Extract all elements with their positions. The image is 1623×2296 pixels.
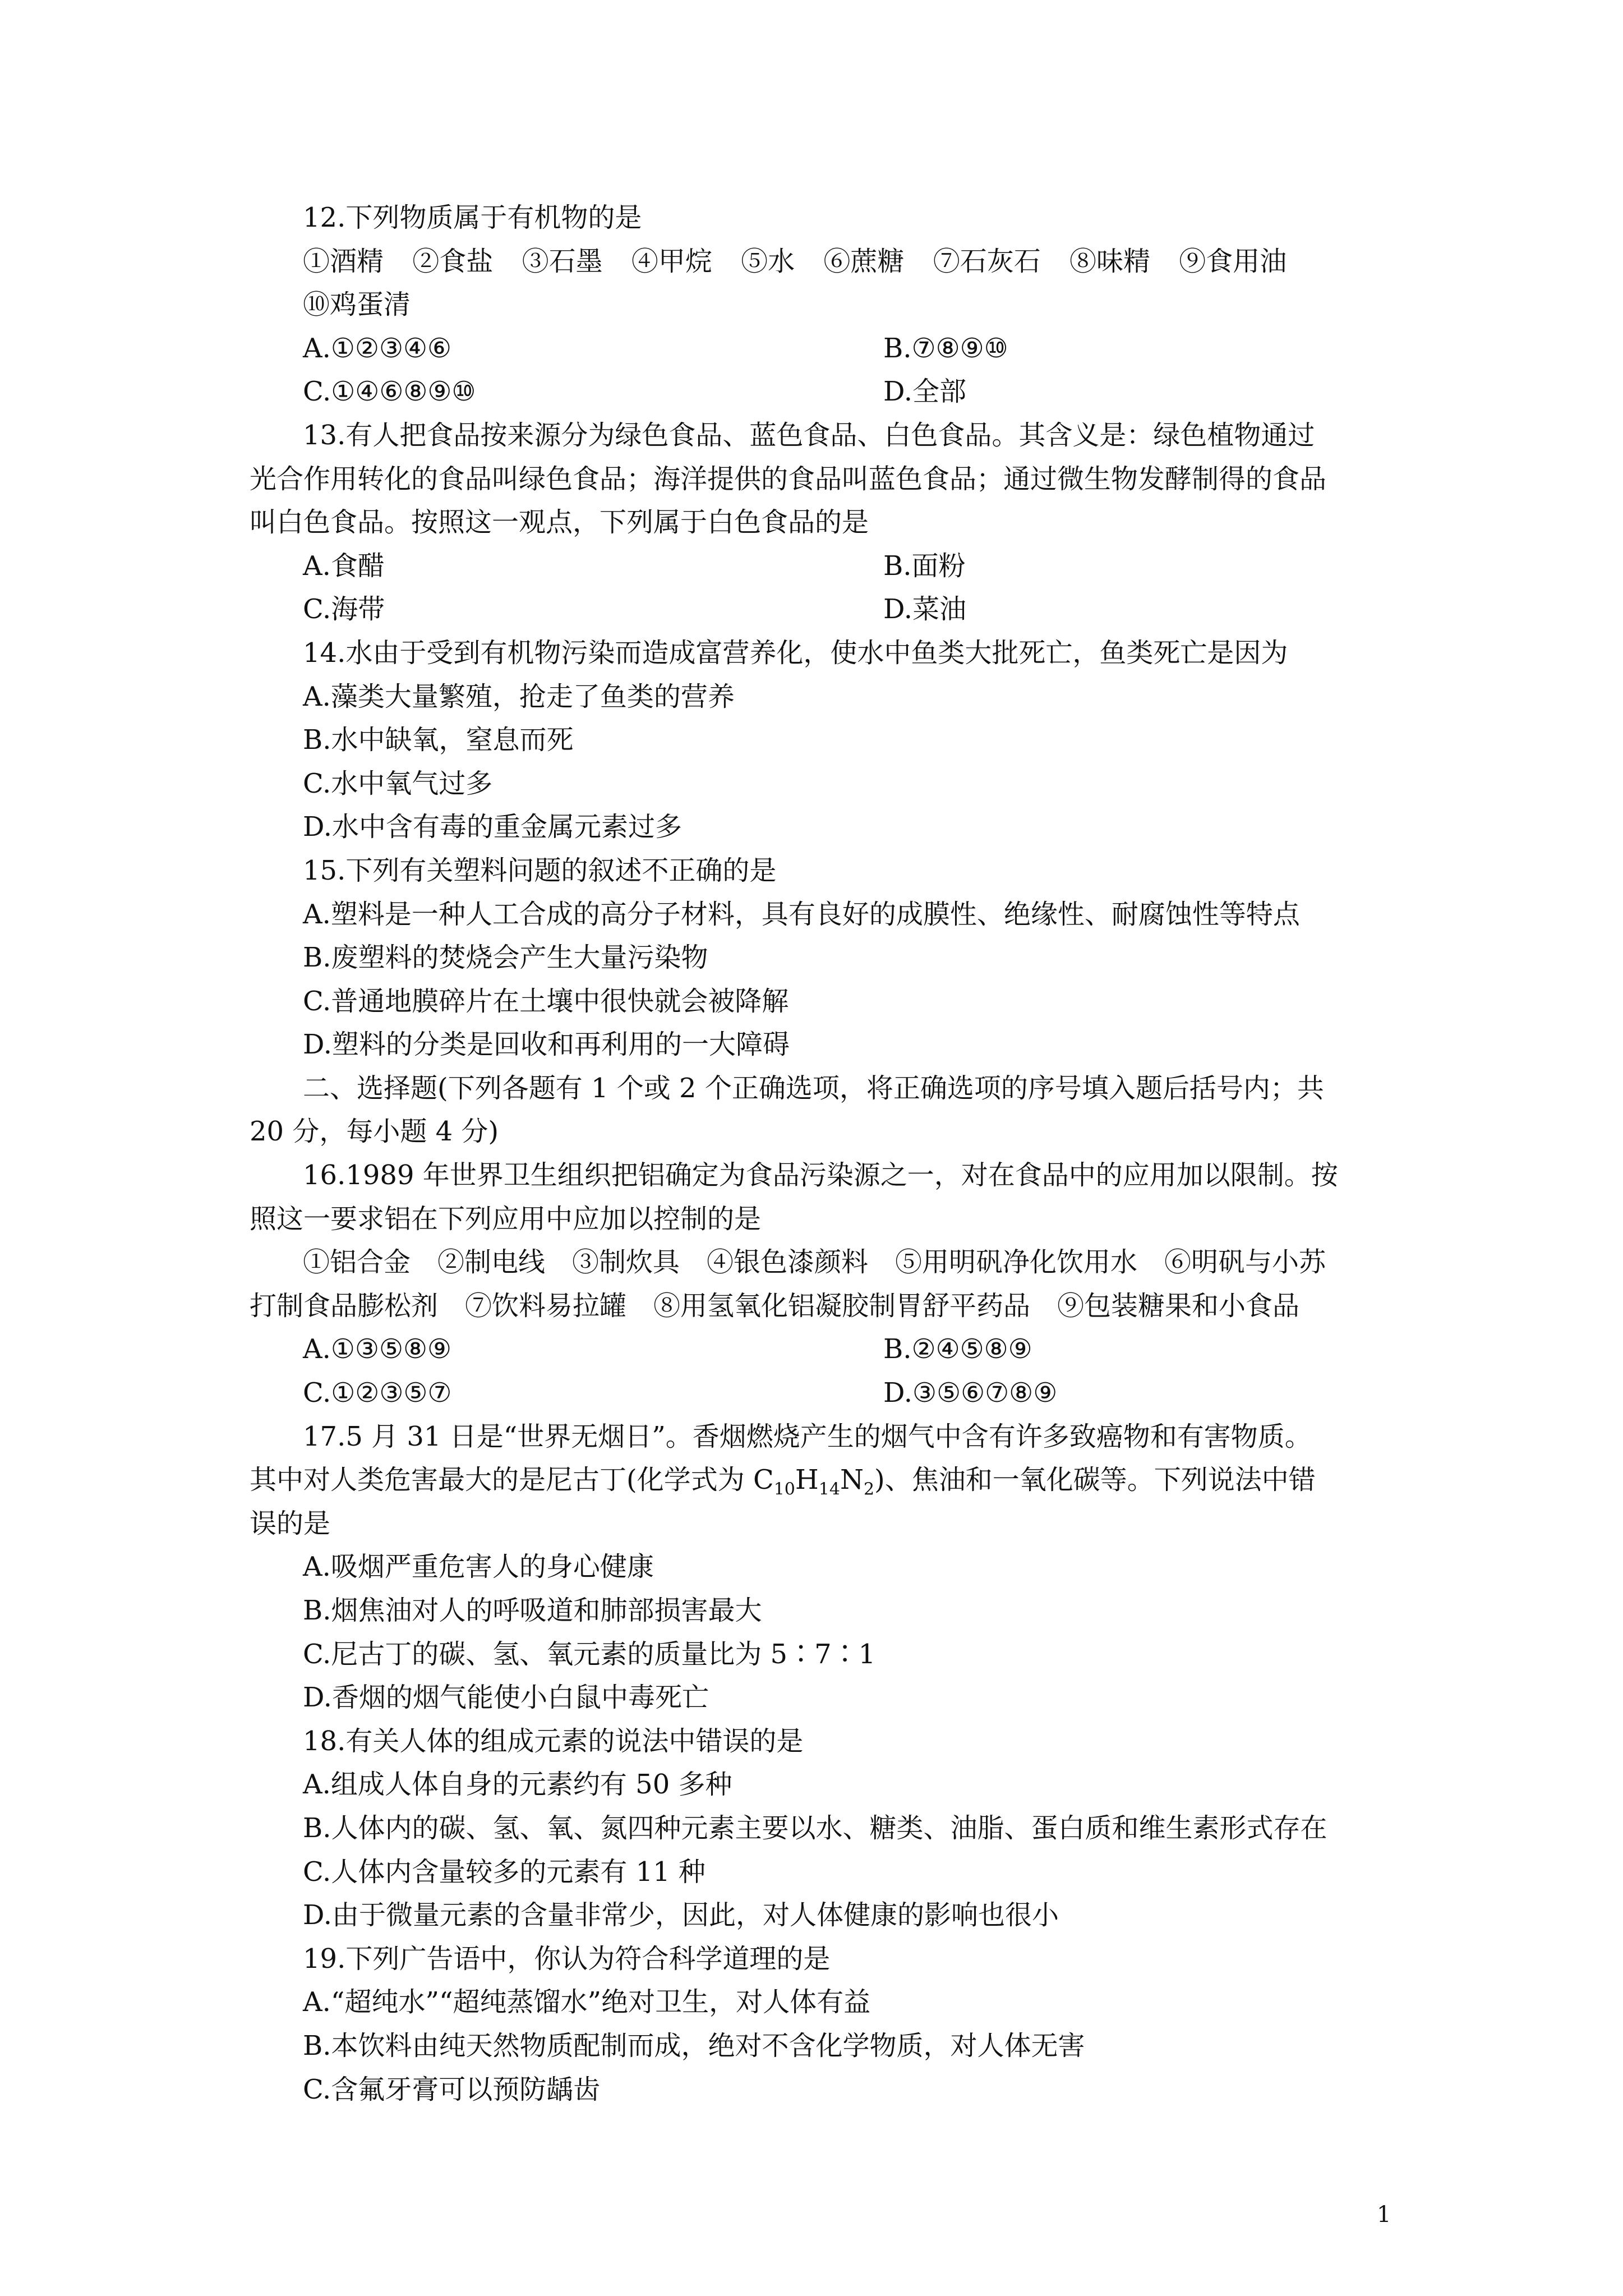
q17-option-a: A.吸烟严重危害人的身心健康	[303, 1551, 654, 1583]
q13-option-c: C.海带	[303, 593, 385, 625]
q16-stem-line2: 照这一要求铝在下列应用中应加以控制的是	[250, 1203, 762, 1235]
q16-options-cd	[250, 1372, 1394, 1415]
q17-option-c: C.尼古丁的碳、氢、氧元素的质量比为 5∶7∶1	[303, 1638, 876, 1670]
page-number: 1	[1377, 2202, 1391, 2228]
q16-option-a: A.①③⑤⑧⑨	[303, 1333, 452, 1365]
q18-stem: 18.有关人体的组成元素的说法中错误的是	[303, 1725, 804, 1757]
q13-option-a: A.食醋	[303, 550, 385, 582]
q14-option-c: C.水中氧气过多	[303, 767, 493, 799]
q18-option-d: D.由于微量元素的含量非常少，因此，对人体健康的影响也很小	[303, 1899, 1059, 1931]
q16-options-ab	[250, 1328, 1394, 1372]
q12-item: ①酒精	[303, 245, 384, 277]
q12-item: ④甲烷	[631, 245, 712, 277]
q13-options-ab	[250, 545, 1394, 588]
q12-option-d: D.全部	[883, 376, 967, 408]
q17-stem-text: )、焦油和一氧化碳等。下列说法中错	[874, 1464, 1316, 1496]
q14-stem: 14.水由于受到有机物污染而造成富营养化，使水中鱼类大批死亡，鱼类死亡是因为	[303, 637, 1288, 669]
q19-option-c: C.含氟牙膏可以预防龋齿	[303, 2073, 601, 2105]
q16-option-d: D.③⑤⑥⑦⑧⑨	[883, 1377, 1058, 1409]
q13-stem-line3: 叫白色食品。按照这一观点，下列属于白色食品的是	[250, 507, 869, 539]
q13-stem-line1: 13.有人把食品按来源分为绿色食品、蓝色食品、白色食品。其含义是：绿色植物通过	[303, 419, 1315, 451]
q15-option-b: B.废塑料的焚烧会产生大量污染物	[303, 942, 708, 974]
q12-items-line1	[250, 240, 1394, 284]
q17-stem-text: 其中对人类危害最大的是尼古丁(化学式为 C	[250, 1464, 774, 1496]
q12-item: ⑨食用油	[1179, 245, 1287, 277]
q17-stem-line2	[250, 1458, 1394, 1502]
q19-option-b: B.本饮料由纯天然物质配制而成，绝对不含化学物质，对人体无害	[303, 2030, 1085, 2062]
q12-item: ⑦石灰石	[933, 245, 1041, 277]
section2-heading-line2: 20 分，每小题 4 分)	[250, 1116, 499, 1148]
q12-options-cd	[250, 370, 1394, 414]
q14-option-d: D.水中含有毒的重金属元素过多	[303, 811, 683, 843]
q18-option-a: A.组成人体自身的元素约有 50 多种	[303, 1769, 732, 1801]
q12-item: ⑧味精	[1069, 245, 1150, 277]
q12-option-a: A.①②③④⑥	[303, 332, 452, 364]
formula-element: N	[840, 1464, 864, 1496]
q17-stem-line3: 误的是	[250, 1507, 331, 1539]
q19-option-a: A.“超纯水”“超纯蒸馏水”绝对卫生，对人体有益	[303, 1986, 871, 2018]
q12-stem: 12.下列物质属于有机物的是	[303, 202, 642, 233]
formula-subscript: 2	[863, 1479, 875, 1499]
q15-option-a: A.塑料是一种人工合成的高分子材料，具有良好的成膜性、绝缘性、耐腐蚀性等特点	[303, 898, 1300, 930]
q12-item: ③石墨	[522, 245, 603, 277]
q16-items-line2: 打制食品膨松剂 ⑦饮料易拉罐 ⑧用氢氧化铝凝胶制胃舒平药品 ⑨包装糖果和小食品	[250, 1290, 1300, 1322]
q17-option-b: B.烟焦油对人的呼吸道和肺部损害最大	[303, 1595, 762, 1626]
q13-option-b: B.面粉	[883, 550, 966, 582]
q18-option-c: C.人体内含量较多的元素有 11 种	[303, 1856, 706, 1888]
q14-option-a: A.藻类大量繁殖，抢走了鱼类的营养	[303, 680, 735, 712]
page-content	[250, 196, 1394, 2111]
q12-item: ⑥蔗糖	[823, 245, 905, 277]
q16-option-b: B.②④⑤⑧⑨	[883, 1333, 1032, 1365]
q19-stem: 19.下列广告语中，你认为符合科学道理的是	[303, 1943, 831, 1975]
q12-item: ②食盐	[412, 245, 494, 277]
q12-option-c: C.①④⑥⑧⑨⑩	[303, 376, 476, 408]
formula-element: H	[795, 1464, 819, 1496]
q13-stem-line2: 光合作用转化的食品叫绿色食品；海洋提供的食品叫蓝色食品；通过微生物发酵制得的食品	[250, 463, 1327, 495]
q12-options-ab	[250, 327, 1394, 371]
q16-option-c: C.①②③⑤⑦	[303, 1377, 452, 1409]
q12-items-line2: ⑩鸡蛋清	[303, 289, 411, 321]
q16-items-line1: ①铝合金 ②制电线 ③制炊具 ④银色漆颜料 ⑤用明矾净化饮用水 ⑥明矾与小苏	[303, 1246, 1326, 1278]
q15-option-c: C.普通地膜碎片在土壤中很快就会被降解	[303, 985, 789, 1017]
section2-heading-line1: 二、选择题(下列各题有 1 个或 2 个正确选项，将正确选项的序号填入题后括号内；共	[303, 1072, 1324, 1104]
q12-option-b: B.⑦⑧⑨⑩	[883, 332, 1008, 364]
q13-option-d: D.菜油	[883, 593, 967, 625]
q12-item: ⑤水	[741, 245, 795, 277]
q16-stem-line1: 16.1989 年世界卫生组织把铝确定为食品污染源之一，对在食品中的应用加以限制。按	[303, 1159, 1338, 1191]
formula-subscript: 10	[773, 1479, 795, 1499]
q17-stem-line1: 17.5 月 31 日是“世界无烟日”。香烟燃烧产生的烟气中含有许多致癌物和有害物质。	[303, 1420, 1312, 1452]
q15-stem: 15.下列有关塑料问题的叙述不正确的是	[303, 854, 777, 886]
q14-option-b: B.水中缺氧，窒息而死	[303, 724, 574, 756]
formula-subscript: 14	[818, 1479, 840, 1499]
q13-options-cd	[250, 588, 1394, 632]
q17-option-d: D.香烟的烟气能使小白鼠中毒死亡	[303, 1682, 709, 1714]
q18-option-b: B.人体内的碳、氢、氧、氮四种元素主要以水、糖类、油脂、蛋白质和维生素形式存在	[303, 1812, 1327, 1844]
q15-option-d: D.塑料的分类是回收和再利用的一大障碍	[303, 1029, 790, 1061]
